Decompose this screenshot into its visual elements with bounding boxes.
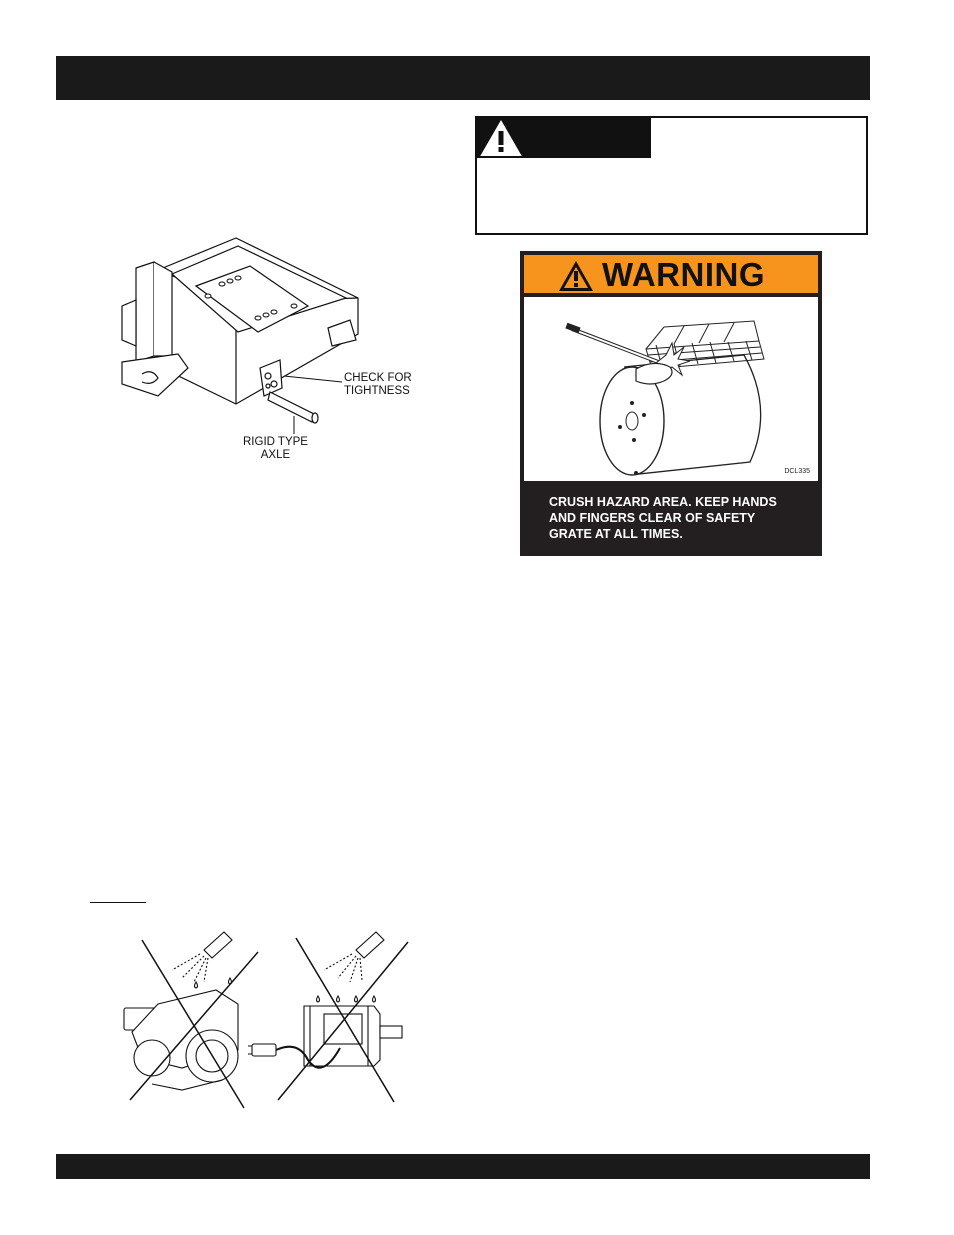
footer-bar bbox=[56, 1154, 870, 1179]
callout-line: CHECK FOR bbox=[344, 372, 412, 384]
warning-box bbox=[475, 116, 868, 235]
warning-triangle-icon bbox=[480, 120, 522, 157]
decal-message-line: CRUSH HAZARD AREA. KEEP HANDS bbox=[549, 495, 777, 509]
no-pressure-wash-illustration bbox=[112, 930, 412, 1110]
decal-message bbox=[549, 494, 819, 542]
warning-decal bbox=[520, 251, 822, 556]
decal-message-line: AND FINGERS CLEAR OF SAFETY bbox=[549, 511, 756, 525]
decal-header bbox=[524, 255, 818, 295]
axle-illustration bbox=[118, 236, 418, 466]
decal-message-line: GRATE AT ALL TIMES. bbox=[549, 527, 683, 541]
crush-hazard-illustration bbox=[524, 297, 818, 481]
callout-check-tightness bbox=[344, 372, 412, 398]
callout-line: RIGID TYPE bbox=[243, 436, 308, 448]
warning-triangle-icon bbox=[558, 260, 594, 292]
callout-rigid-axle bbox=[243, 436, 308, 462]
warning-tab bbox=[477, 118, 651, 158]
underline-rule bbox=[90, 902, 146, 903]
header-bar bbox=[56, 56, 870, 100]
callout-line: TIGHTNESS bbox=[344, 385, 410, 397]
decal-code: DCL335 bbox=[784, 468, 810, 475]
callout-line: AXLE bbox=[260, 449, 291, 461]
decal-header-text: WARNING bbox=[602, 256, 765, 293]
